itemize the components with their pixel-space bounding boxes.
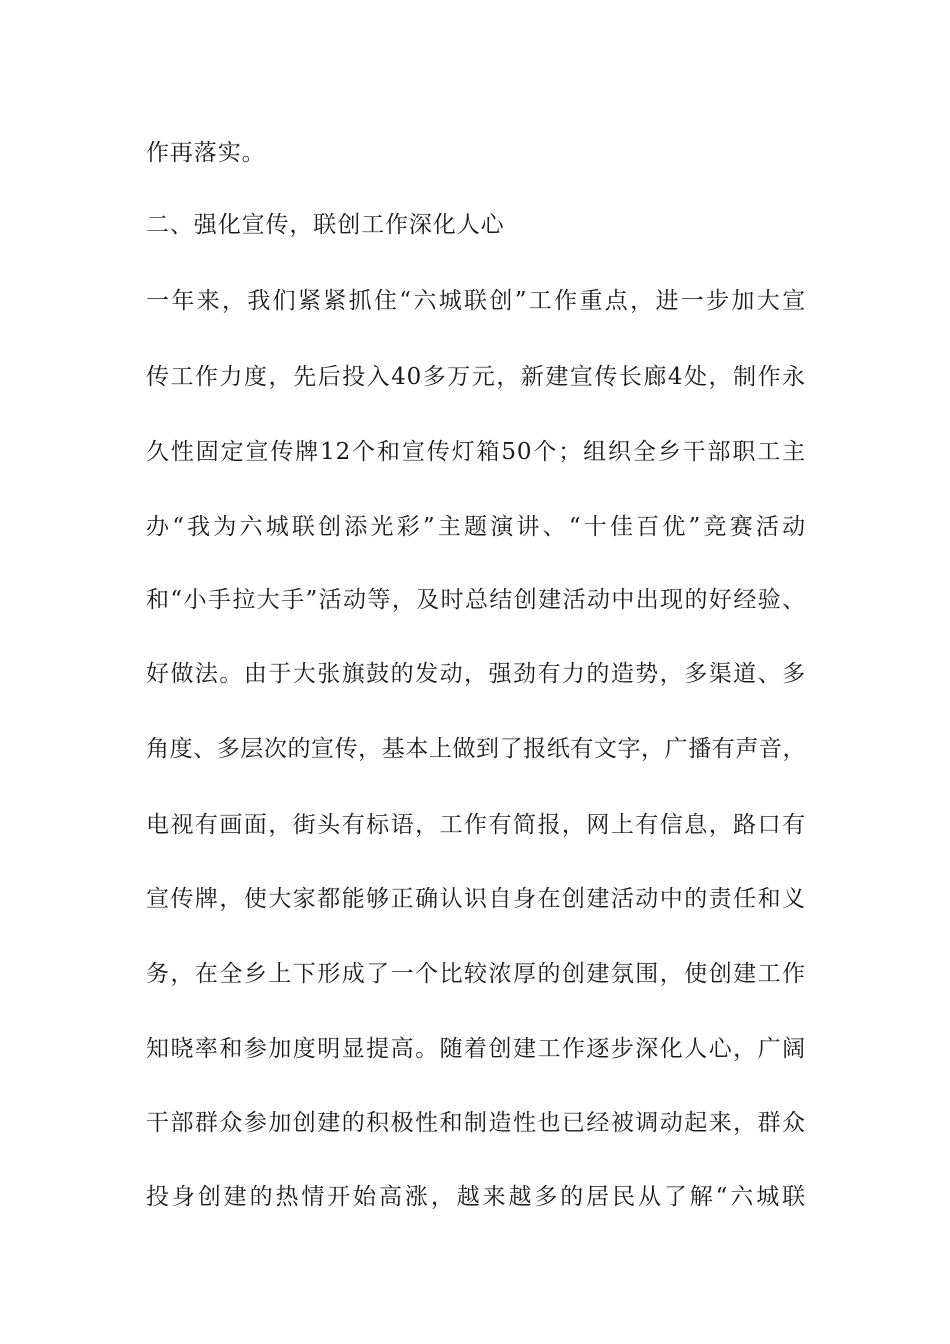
paragraph-line: 和“小手拉大手”活动等，及时总结创建活动中出现的好经验、: [146, 587, 806, 613]
paragraph-line: 知晓率和参加度明显提高。随着创建工作逐步深化人心，广阔: [146, 1036, 806, 1062]
paragraph-line: 一年来，我们紧紧抓住“六城联创”工作重点，进一步加大宣: [146, 288, 806, 314]
paragraph-line: 干部群众参加创建的积极性和制造性也已经被调动起来，群众: [146, 1110, 806, 1136]
paragraph-line: 好做法。由于大张旗鼓的发动，强劲有力的造势，多渠道、多: [146, 661, 806, 687]
paragraph-line: 电视有画面，街头有标语，工作有简报，网上有信息，路口有: [146, 812, 806, 838]
paragraph-line: 作再落实。: [146, 140, 266, 166]
section-heading: 二、强化宣传，联创工作深化人心: [146, 212, 505, 238]
paragraph-line: 久性固定宣传牌12个和宣传灯箱50个；组织全乡干部职工主: [146, 439, 806, 465]
paragraph-line: 投身创建的热情开始高涨，越来越多的居民从了解“六城联: [146, 1184, 806, 1210]
paragraph-line: 角度、多层次的宣传，基本上做到了报纸有文字，广播有声音，: [146, 736, 806, 762]
paragraph-line: 宣传牌，使大家都能够正确认识自身在创建活动中的责任和义: [146, 886, 806, 912]
paragraph-line: 办“我为六城联创添光彩”主题演讲、“十佳百优”竞赛活动: [146, 514, 806, 540]
paragraph-line: 务，在全乡上下形成了一个比较浓厚的创建氛围，使创建工作: [146, 961, 806, 987]
paragraph-line: 传工作力度，先后投入40多万元，新建宣传长廊4处，制作永: [146, 364, 806, 390]
